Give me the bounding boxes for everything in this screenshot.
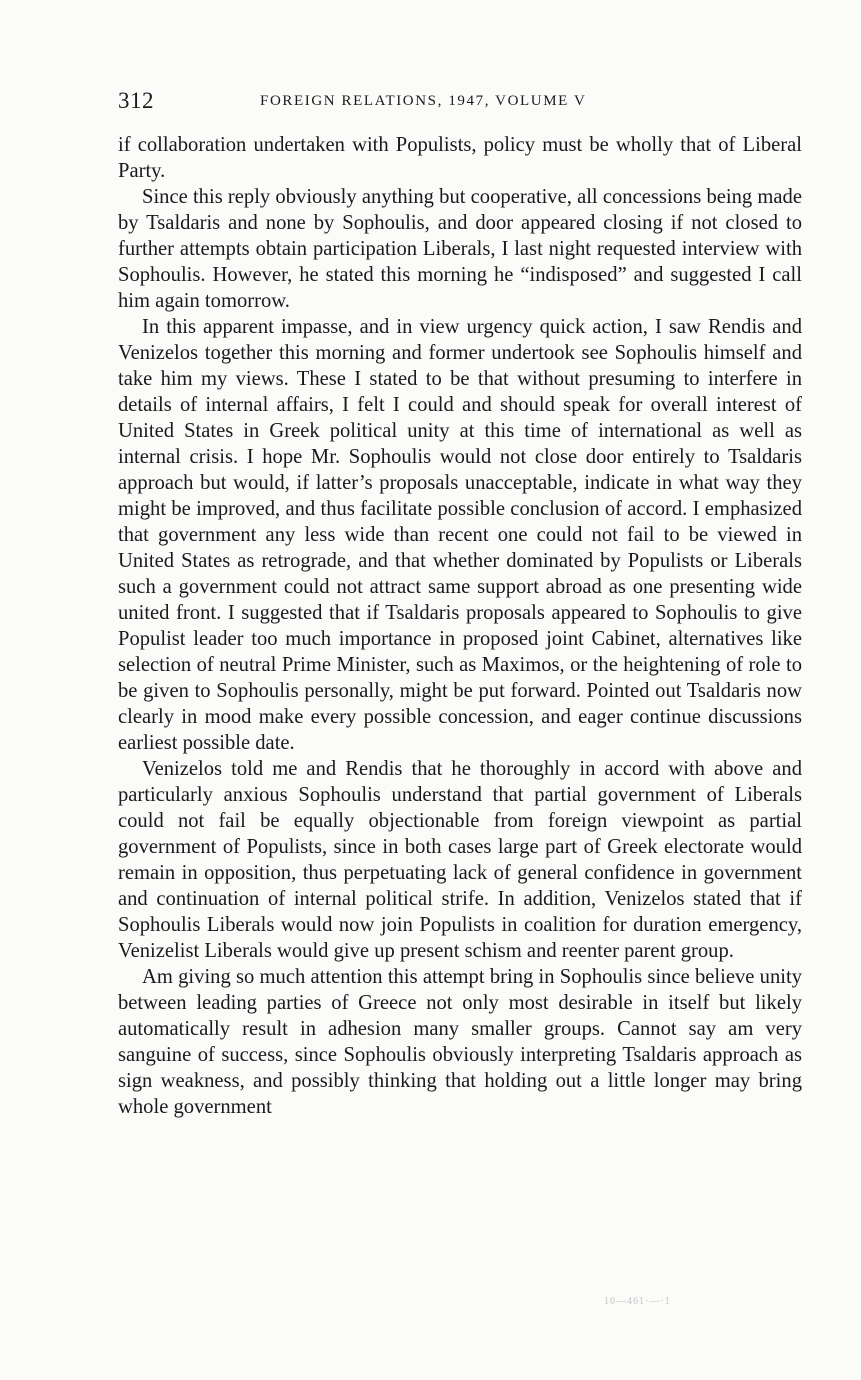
paragraph: In this apparent impasse, and in view urgency quick action, I saw Rendis and Venizelos together this morning and former undertook see Sophoulis himself and take him my views. These I stated to be that without presuming to interfere in details of internal affairs, I felt I could and should speak for overall interest of United States in Greek political unity at this time of international as well as internal crisis. I hope Mr. Sophoulis would not close door entirely to Tsaldaris approach but would, if latter’s proposals unacceptable, indicate in what way they might be improved, and thus facilitate possible conclusion of accord. I emphasized that government any less wide than recent one could not fail to be viewed in United States as retrograde, and that whether dominated by Populists or Liberals such a government could not attract same support abroad as one presenting wide united front. I suggested that if Tsaldaris proposals appeared to Sophoulis to give Populist leader too much importance in proposed joint Cabinet, alternatives like selection of neutral Prime Minister, such as Maximos, or the heightening of role to be given to Sophoulis personally, might be put forward. Pointed out Tsaldaris now clearly in mood make every possible concession, and eager continue discussions earliest possible date. — [118, 316, 802, 754]
paragraph: Am giving so much attention this attempt bring in Sophoulis since believe unity between leading parties of Greece not only most desirable in itself but likely automatically result in adhesion many smaller groups. Cannot say am very sanguine of success, since Sophoulis obviously interpreting Tsaldaris approach as sign weakness, and possibly thinking that holding out a little longer may bring whole government — [118, 966, 802, 1118]
paragraph: Since this reply obviously anything but cooperative, all concessions being made by Tsaldaris and none by Sophoulis, and door appeared closing if not closed to further attempts obtain participation Liberals, I last night requested interview with Sophoulis. However, he stated this morning he “indisposed” and suggested I call him again tomorrow. — [118, 186, 802, 312]
paragraph-continued: if collaboration undertaken with Populists, policy must be wholly that of Liberal Party. — [118, 134, 802, 182]
running-head: FOREIGN RELATIONS, 1947, VOLUME V — [260, 93, 587, 109]
page-header — [118, 88, 804, 116]
body-text — [118, 132, 802, 1120]
paragraph: Venizelos told me and Rendis that he thoroughly in accord with above and particularly anxious Sophoulis understand that partial government of Liberals could not fail be equally objectionable from foreign viewpoint as partial government of Populists, since in both cases large part of Greek electorate would remain in opposition, thus perpetuating lack of general confidence in government and continuation of internal political strife. In addition, Venizelos stated that if Sophoulis Liberals would now join Populists in coalition for duration emergency, Venizelist Liberals would give up present schism and reenter parent group. — [118, 758, 802, 962]
page-number: 312 — [118, 88, 154, 113]
footer-scan-mark: 10—461·—·1 — [604, 1296, 671, 1307]
